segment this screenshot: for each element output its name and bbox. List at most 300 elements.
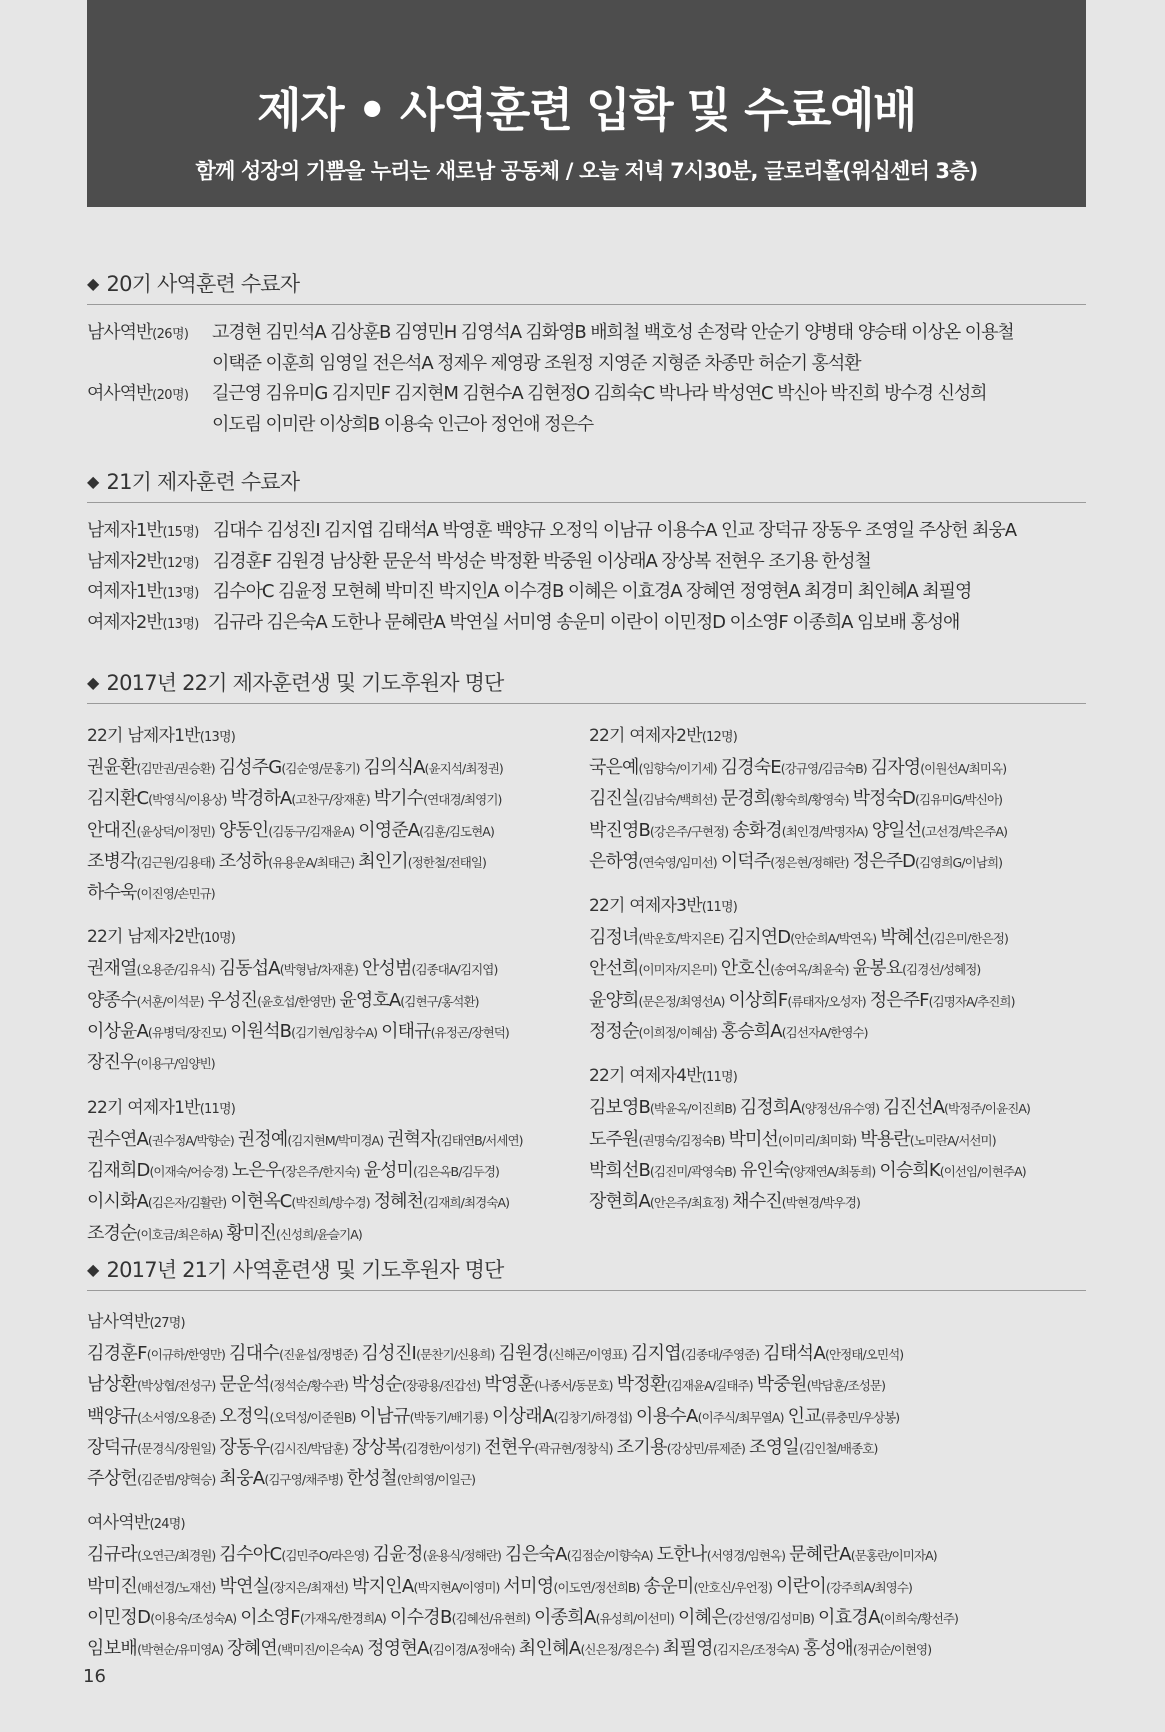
trainee-entry <box>788 1406 900 1427</box>
prayer-supporters: (박진희/방수경) <box>291 1195 370 1211</box>
prayer-supporters: (양정선/유수영) <box>800 1101 880 1117</box>
prayer-supporters: (진윤섭/정병준) <box>279 1347 358 1362</box>
prayer-supporters: (강주희A/최영수) <box>826 1579 912 1595</box>
prayer-supporters: (김구영/채주병) <box>264 1472 343 1488</box>
trainee-name: 홍성애 <box>802 1638 853 1660</box>
trainee-name: 국은예 <box>589 757 639 778</box>
trainee-entry <box>657 1544 785 1565</box>
trainee-name: 박정환 <box>616 1374 667 1396</box>
trainee-entry <box>230 788 369 809</box>
group-name: 남사역반 <box>87 1312 150 1332</box>
prayer-supporters: (문은정/최영선A) <box>638 993 725 1009</box>
trainee-entry <box>87 1406 215 1427</box>
name-list: 김대수 김성진I 김지엽 김태석A 박영훈 백양규 오정익 이남규 이용수A 인교 장덕규 장동우 조영일 주상헌 최웅A <box>213 520 1016 541</box>
diamond-bullet-icon: ◆ <box>87 673 99 692</box>
trainee-list <box>589 753 1034 878</box>
trainee-entry <box>87 1374 215 1395</box>
trainee-entry <box>364 1160 499 1181</box>
trainee-entry <box>803 1638 931 1659</box>
class-name: 남제자1반 <box>87 520 163 541</box>
trainee-list <box>87 753 527 909</box>
class-label <box>87 577 199 603</box>
prayer-supporters: (강규영/김금숙B) <box>780 761 867 776</box>
group-title <box>589 1061 1034 1086</box>
class-label <box>87 516 199 542</box>
group-name: 22기 여제자4반 <box>589 1066 702 1087</box>
trainee-entry <box>721 788 849 809</box>
trainee-name: 장혜연 <box>227 1638 278 1660</box>
trainee-list <box>87 1339 962 1495</box>
trainee-entry <box>219 820 354 841</box>
group-count: (27명) <box>149 1316 185 1331</box>
trainee-entry <box>219 1437 347 1458</box>
right-column <box>589 721 1034 1219</box>
trainee-entry <box>219 1468 342 1489</box>
class-count: (15명) <box>162 525 199 540</box>
group-count: (13명) <box>199 730 236 745</box>
trainee-entry <box>589 927 724 948</box>
trainee-name: 하수욱 <box>87 882 137 904</box>
section-heading-21st-disciple: ◆ 21기 제자훈련 수료자 <box>87 466 1086 503</box>
trainee-name: 인교 <box>787 1405 821 1427</box>
group-name: 22기 남제자1반 <box>87 726 200 746</box>
prayer-supporters: (황숙희/황영숙) <box>770 792 849 808</box>
trainee-entry <box>776 1576 912 1597</box>
trainee-name: 장진우 <box>87 1052 137 1074</box>
trainee-entry <box>617 1374 753 1395</box>
prayer-supporters: (박형남/차재훈) <box>279 962 359 978</box>
trainee-group <box>87 721 527 909</box>
group-title <box>87 1307 962 1332</box>
class-name: 여제자2반 <box>87 611 163 633</box>
trainee-entry <box>87 1544 215 1565</box>
trainee-name: 최인기 <box>358 850 408 872</box>
prayer-supporters: (안호신/우언정) <box>693 1579 772 1595</box>
trainee-entry <box>87 820 215 841</box>
trainee-name: 문혜란A <box>789 1544 851 1566</box>
group-title <box>589 721 1034 746</box>
trainee-line <box>87 816 527 847</box>
prayer-supporters: (신성희/윤슬기A) <box>275 1226 362 1242</box>
trainee-name: 이란이 <box>775 1575 827 1597</box>
prayer-supporters: (권명숙/김정숙B) <box>638 1132 725 1148</box>
trainee-name: 권정예 <box>237 1128 288 1150</box>
class-count: (26명) <box>152 327 189 342</box>
trainee-name: 김수아C <box>219 1544 282 1566</box>
group-title <box>87 1093 527 1118</box>
section-heading-22nd-disciple-trainees: ◆ 2017년 22기 제자훈련생 및 기도후원자 명단 <box>87 667 1086 704</box>
prayer-supporters: (김종대A/김지엽) <box>411 962 498 978</box>
trainee-entry <box>519 1638 659 1659</box>
trainee-entry <box>230 1021 377 1042</box>
trainee-entry <box>728 927 876 948</box>
trainee-name: 권윤환 <box>87 757 137 778</box>
trainee-entry <box>853 958 981 979</box>
trainee-name: 김지연D <box>727 927 791 949</box>
prayer-supporters: (연대경/최영기) <box>423 792 502 808</box>
roster-row <box>87 577 972 603</box>
trainee-line <box>589 1125 1034 1156</box>
trainee-name: 안대진 <box>87 819 137 841</box>
prayer-supporters: (박동기/배기룡) <box>409 1409 488 1425</box>
prayer-supporters: (문찬기/신용희) <box>416 1347 495 1362</box>
trainee-name: 김의식A <box>363 757 425 778</box>
prayer-supporters: (최인경/박명자A) <box>781 823 868 839</box>
trainee-entry <box>589 851 717 872</box>
trainee-entry <box>227 1638 363 1659</box>
trainee-entry <box>219 958 358 979</box>
prayer-supporters: (이규하/한영만) <box>146 1347 226 1362</box>
prayer-supporters: (안은주/최효정) <box>649 1195 729 1211</box>
trainee-entry <box>219 1374 347 1395</box>
trainee-entry <box>728 1129 856 1150</box>
trainee-group <box>589 721 1034 878</box>
trainee-list <box>589 1093 1034 1218</box>
trainee-name: 조영일 <box>749 1436 800 1458</box>
trainee-entry <box>871 757 1006 778</box>
group-count: (11명) <box>701 1070 738 1086</box>
trainee-name: 이수경B <box>389 1607 452 1629</box>
trainee-name: 주상헌 <box>87 1468 138 1490</box>
trainee-entry <box>219 1406 355 1427</box>
trainee-line <box>87 986 527 1017</box>
prayer-supporters: (안순희A/박연옥) <box>790 931 877 947</box>
trainee-name: 권수연A <box>87 1128 148 1150</box>
trainee-entry <box>219 851 354 872</box>
group-title <box>589 891 1034 916</box>
trainee-entry <box>763 1343 903 1364</box>
trainee-entry <box>87 788 226 809</box>
trainee-name: 조기용 <box>616 1436 667 1458</box>
trainee-list <box>87 954 527 1079</box>
trainee-line <box>87 1402 962 1433</box>
group-count: (24명) <box>149 1517 185 1533</box>
name-list: 이도림 이미란 이상희B 이용숙 인근아 정언애 정은수 <box>212 414 594 436</box>
prayer-supporters: (송여옥/최윤숙) <box>770 962 849 978</box>
trainee-name: 김대수 <box>229 1343 280 1364</box>
trainee-entry <box>87 1223 222 1244</box>
trainee-name: 박중원 <box>756 1374 807 1396</box>
trainee-list <box>589 923 1034 1048</box>
trainee-entry <box>492 1406 632 1427</box>
prayer-supporters: (이희숙/황선주) <box>879 1611 959 1627</box>
prayer-supporters: (박상협/전성구) <box>137 1378 216 1394</box>
ministry-trainee-list <box>87 1307 962 1666</box>
trainee-group <box>87 1508 962 1665</box>
trainee-entry <box>880 927 1008 948</box>
trainee-entry <box>636 1406 784 1427</box>
trainee-entry <box>484 1437 612 1458</box>
trainee-name: 양일선 <box>871 819 922 841</box>
trainee-line <box>87 1156 527 1187</box>
trainee-name: 정영현A <box>367 1638 429 1660</box>
prayer-supporters: (김훈/김도현A) <box>419 823 494 839</box>
trainee-entry <box>87 990 204 1011</box>
name-list: 길근영 김유미G 김지민F 김지현M 김현수A 김현정O 김희숙C 박나라 박성연C 박신아 박진희 방수경 신성희 <box>212 383 987 405</box>
prayer-supporters: (김기현/임창수A) <box>291 1025 378 1041</box>
prayer-supporters: (이재숙/어승경) <box>149 1163 228 1179</box>
trainee-name: 유인숙 <box>739 1159 790 1181</box>
left-column <box>87 721 527 1250</box>
prayer-supporters: (박현순/유미영A) <box>137 1642 224 1658</box>
trainee-name: 김지엽 <box>630 1343 681 1364</box>
trainee-entry <box>230 1191 369 1212</box>
trainee-name: 조경순 <box>87 1222 137 1244</box>
trainee-entry <box>87 882 215 903</box>
trainee-entry <box>853 788 1003 809</box>
trainee-entry <box>789 1544 937 1565</box>
trainee-line <box>589 784 1034 815</box>
trainee-name: 윤성미 <box>363 1159 414 1181</box>
trainee-entry <box>818 1607 958 1628</box>
trainee-name: 정혜천 <box>373 1191 424 1213</box>
trainee-name: 김진실 <box>589 788 639 810</box>
trainee-line <box>87 847 527 878</box>
trainee-entry <box>347 1468 475 1489</box>
trainee-entry <box>589 1021 717 1042</box>
prayer-supporters: (양재연A/최동희) <box>789 1163 876 1179</box>
trainee-name: 도한나 <box>656 1544 707 1566</box>
trainee-name: 박정숙D <box>852 788 916 810</box>
trainee-entry <box>589 958 717 979</box>
trainee-entry <box>390 1607 530 1628</box>
class-name: 여사역반 <box>87 383 153 405</box>
diamond-bullet-icon: ◆ <box>87 274 99 293</box>
prayer-supporters: (오연근/최경원) <box>137 1548 216 1564</box>
trainee-line <box>589 1093 1034 1124</box>
prayer-supporters: (유성희/이선미) <box>595 1611 674 1627</box>
trainee-name: 윤봉요 <box>852 958 903 980</box>
trainee-name: 김경숙E <box>720 757 781 778</box>
prayer-supporters: (유정곤/장현덕) <box>430 1025 509 1041</box>
trainee-entry <box>358 851 486 872</box>
trainee-entry <box>678 1607 814 1628</box>
section-heading-20th-ministry: ◆ 20기 사역훈련 수료자 <box>87 268 1086 305</box>
trainee-entry <box>226 1223 361 1244</box>
trainee-name: 김동섭A <box>218 958 280 980</box>
prayer-supporters: (윤용식/정해란) <box>422 1548 502 1564</box>
header-banner <box>87 0 1086 207</box>
trainee-name: 김경훈F <box>87 1343 147 1364</box>
prayer-supporters: (박윤옥/이진희B) <box>649 1101 736 1117</box>
group-name: 22기 남제자2반 <box>87 927 200 948</box>
trainee-entry <box>87 1343 225 1364</box>
trainee-entry <box>229 1343 357 1364</box>
trainee-name: 전현우 <box>484 1436 535 1458</box>
trainee-entry <box>740 1160 875 1181</box>
trainee-name: 이남규 <box>359 1405 410 1427</box>
prayer-supporters: (연숙영/임미선) <box>638 854 717 870</box>
prayer-supporters: (김동구/김재윤A) <box>268 823 355 839</box>
trainee-list <box>87 1125 527 1250</box>
prayer-supporters: (김남숙/백희선) <box>638 792 717 808</box>
prayer-supporters: (김종대/주영준) <box>680 1347 760 1362</box>
section-heading-21st-ministry-trainees: ◆ 2017년 21기 사역훈련생 및 기도후원자 명단 <box>87 1254 1086 1291</box>
prayer-supporters: (이미자/지은미) <box>638 962 717 978</box>
prayer-supporters: (유병덕/장진모) <box>147 1025 227 1041</box>
trainee-name: 서미영 <box>503 1575 554 1597</box>
prayer-supporters: (김유미G/박신아) <box>915 792 1003 808</box>
trainee-name: 이상래A <box>491 1405 554 1427</box>
class-count: (13명) <box>162 616 199 632</box>
trainee-name: 정은주F <box>869 989 929 1011</box>
trainee-name: 한성철 <box>346 1468 397 1490</box>
prayer-supporters: (이진영/손민규) <box>136 886 215 902</box>
trainee-name: 이효경A <box>818 1607 880 1629</box>
trainee-line <box>87 1540 962 1571</box>
trainee-name: 권재열 <box>87 958 137 980</box>
trainee-line <box>87 1433 962 1464</box>
trainee-name: 김자영 <box>870 757 921 778</box>
name-list: 이택준 이훈희 임영일 전은석A 정제우 제영광 조원정 지영준 지형준 차종만 허순기 홍석환 <box>212 352 861 374</box>
trainee-entry <box>219 1544 368 1565</box>
prayer-supporters: (이용구/임양빈) <box>136 1056 215 1072</box>
trainee-name: 양종수 <box>87 989 137 1011</box>
prayer-supporters: (신은정/정은수) <box>580 1642 659 1658</box>
prayer-supporters: (서훈/이석문) <box>136 993 204 1009</box>
trainee-name: 박미진 <box>87 1575 138 1597</box>
prayer-supporters: (김준범/양혁승) <box>137 1472 216 1488</box>
prayer-supporters: (김만권/권승환) <box>136 761 215 776</box>
trainee-entry <box>853 851 1003 872</box>
trainee-name: 은하영 <box>589 850 639 872</box>
trainee-entry <box>872 820 1007 841</box>
trainee-name: 이태규 <box>381 1021 431 1043</box>
trainee-name: 윤영호A <box>339 989 401 1011</box>
trainee-line <box>87 954 527 985</box>
prayer-supporters: (윤지석/최정권) <box>424 761 503 776</box>
trainee-entry <box>87 757 215 778</box>
prayer-supporters: (배선경/노재선) <box>137 1579 216 1595</box>
trainee-entry <box>361 1343 494 1364</box>
trainee-line <box>589 753 1034 784</box>
trainee-name: 문운석 <box>219 1374 270 1396</box>
trainee-name: 권혁자 <box>387 1128 437 1150</box>
prayer-supporters: (박담훈/조성문) <box>806 1378 886 1394</box>
prayer-supporters: (이호금/최은하A) <box>136 1226 223 1242</box>
prayer-supporters: (김혜선/유현희) <box>451 1611 530 1627</box>
trainee-group <box>589 891 1034 1048</box>
trainee-line <box>589 847 1034 878</box>
trainee-name: 김정녀 <box>589 927 639 949</box>
trainee-name: 노은우 <box>231 1159 282 1181</box>
roster-row <box>87 608 960 634</box>
prayer-supporters: (정석순/황수관) <box>269 1378 348 1394</box>
trainee-entry <box>208 990 336 1011</box>
trainee-name: 박성순 <box>351 1374 402 1396</box>
trainee-name: 안선희 <box>589 958 639 980</box>
trainee-entry <box>860 1129 995 1150</box>
trainee-name: 송운미 <box>643 1575 694 1597</box>
trainee-name: 박기수 <box>373 788 424 810</box>
prayer-supporters: (박운호/박지은E) <box>638 931 724 947</box>
trainee-name: 김정희A <box>739 1097 801 1119</box>
prayer-supporters: (가재옥/한경희A) <box>299 1611 386 1627</box>
prayer-supporters: (안정태/오민석) <box>824 1347 904 1362</box>
trainee-entry <box>498 1343 626 1364</box>
trainee-entry <box>87 1437 215 1458</box>
trainee-name: 정은주D <box>852 850 916 872</box>
prayer-supporters: (신해곤/이영표) <box>548 1347 627 1362</box>
trainee-entry <box>87 1021 226 1042</box>
trainee-entry <box>749 1437 877 1458</box>
trainee-line <box>87 784 527 815</box>
trainee-line <box>87 1339 962 1370</box>
trainee-entry <box>644 1576 772 1597</box>
prayer-supporters: (김인철/배종호) <box>799 1440 878 1456</box>
class-name: 남제자2반 <box>87 550 163 572</box>
trainee-entry <box>362 958 497 979</box>
trainee-name: 김지환C <box>87 788 149 810</box>
prayer-supporters: (김지은/조정숙A) <box>712 1642 799 1658</box>
trainee-line <box>589 1017 1034 1048</box>
prayer-supporters: (류충민/우상봉) <box>820 1409 900 1425</box>
trainee-entry <box>87 1638 223 1659</box>
prayer-supporters: (윤상덕/이정민) <box>136 823 215 839</box>
prayer-supporters: (나종서/동문호) <box>534 1378 613 1394</box>
prayer-supporters: (이용숙/조성숙A) <box>150 1611 237 1627</box>
trainee-name: 최필영 <box>662 1638 713 1660</box>
trainee-entry <box>589 1191 728 1212</box>
class-name: 남사역반 <box>87 322 153 343</box>
prayer-supporters: (강은주/구현정) <box>649 823 729 839</box>
class-count: (20명) <box>152 388 189 404</box>
trainee-name: 이현옥C <box>230 1191 292 1213</box>
prayer-supporters: (백미진/이은숙A) <box>277 1642 364 1658</box>
trainee-line <box>87 1219 527 1250</box>
trainee-name: 박용란 <box>860 1128 910 1150</box>
prayer-supporters: (정한철/전태일) <box>407 854 487 870</box>
trainee-entry <box>87 1191 226 1212</box>
trainee-name: 김진선A <box>883 1097 945 1119</box>
class-label <box>87 379 188 405</box>
class-name: 여제자1반 <box>87 581 163 602</box>
group-title <box>87 721 527 746</box>
trainee-name: 이혜은 <box>677 1607 729 1629</box>
trainee-line <box>87 1017 527 1048</box>
trainee-entry <box>339 990 478 1011</box>
trainee-name: 이상희F <box>728 989 788 1011</box>
trainee-name: 조성하 <box>218 850 269 872</box>
prayer-supporters: (김점순/이향숙A) <box>566 1548 653 1564</box>
trainee-group <box>87 1093 527 1250</box>
name-list: 김경훈F 김원경 남상환 문운석 박성순 박정환 박중원 이상래A 장상복 전현우 조기용 한성철 <box>213 550 871 572</box>
page-number: 16 <box>83 1666 106 1687</box>
trainee-name: 김보영B <box>589 1097 650 1119</box>
trainee-line <box>589 954 1034 985</box>
trainee-name: 이승희K <box>879 1159 940 1181</box>
trainee-entry <box>728 990 865 1011</box>
trainee-line <box>87 878 527 909</box>
class-count: (13명) <box>162 586 199 601</box>
prayer-supporters: (오덕성/이준원B) <box>269 1409 356 1425</box>
trainee-entry <box>381 1021 509 1042</box>
trainee-entry <box>352 1374 480 1395</box>
trainee-entry <box>534 1607 674 1628</box>
trainee-entry <box>358 820 494 841</box>
prayer-supporters: (박지현A/이영미) <box>413 1579 500 1595</box>
roster-row <box>87 318 1014 344</box>
trainee-group <box>87 922 527 1079</box>
trainee-name: 이원석B <box>230 1021 292 1043</box>
prayer-supporters: (이도연/정선희B) <box>553 1579 640 1595</box>
prayer-supporters: (김태연B/서세연) <box>436 1132 523 1148</box>
trainee-name: 장상복 <box>351 1436 402 1458</box>
prayer-supporters: (임향숙/이기세) <box>638 761 717 776</box>
page-title: 제자 • 사역훈련 입학 및 수료예배 <box>257 83 916 137</box>
trainee-name: 이덕주 <box>720 850 771 872</box>
prayer-supporters: (이선임/이현주A) <box>939 1163 1026 1179</box>
